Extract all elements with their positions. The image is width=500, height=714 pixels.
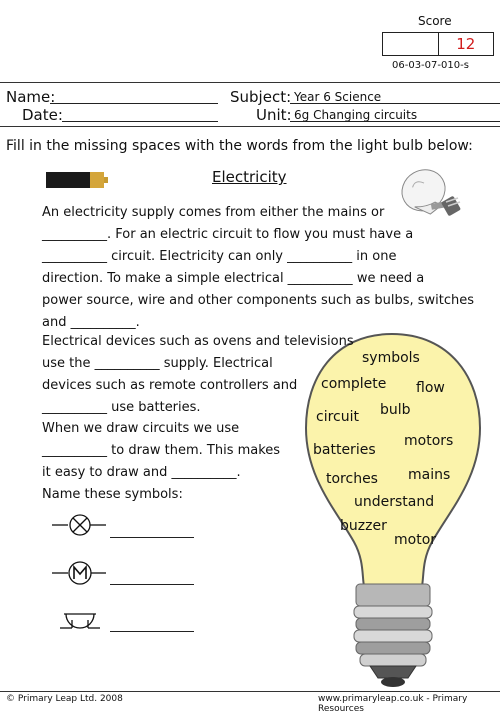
instruction-text: Fill in the missing spaces with the words from the light bulb below: — [6, 138, 473, 154]
unit-line — [290, 121, 500, 122]
text-line: power source, wire and other components such as bulbs, switches — [42, 293, 475, 308]
text-line: An electricity supply comes from either the mains or — [42, 205, 385, 220]
text-line: Electrical devices such as ovens and televisions — [42, 334, 354, 349]
unit-label: Unit: — [256, 106, 292, 124]
motor-symbol-icon — [52, 559, 108, 587]
word-bank-item: symbols — [362, 350, 420, 366]
buzzer-symbol-icon — [56, 608, 104, 632]
text-line: Name these symbols: — [42, 487, 183, 502]
text-line: __________ to draw them. This makes — [42, 443, 281, 458]
text-line: __________. For an electric circuit to flow you must have a — [42, 227, 414, 242]
footer-rule — [0, 691, 500, 692]
word-bank-item: bulb — [380, 402, 411, 418]
symbol-answer-line[interactable] — [110, 631, 194, 632]
symbol-answer-line[interactable] — [110, 584, 194, 585]
score-box — [382, 32, 494, 56]
score-blank-cell — [383, 33, 438, 55]
battery-icon — [46, 170, 110, 190]
text-line: __________ use batteries. — [42, 400, 201, 415]
subject-value: Year 6 Science — [294, 90, 382, 104]
date-line[interactable] — [62, 121, 218, 122]
word-bank-item: motor — [394, 532, 437, 548]
header-bottom-rule — [0, 126, 500, 127]
worksheet-title: Electricity — [212, 168, 287, 186]
light-bulb-icon — [388, 160, 468, 220]
word-bank-item: buzzer — [340, 518, 387, 534]
unit-value: 6g Changing circuits — [294, 108, 418, 122]
word-bank-item: mains — [408, 467, 451, 483]
lamp-symbol-icon — [52, 513, 108, 537]
word-bank-item: motors — [404, 433, 454, 449]
sheet-code: 06-03-07-010-s — [392, 60, 469, 71]
word-bank-item: circuit — [316, 409, 359, 425]
footer-website: www.primaryleap.co.uk - Primary Resources — [318, 694, 468, 714]
text-line: use the __________ supply. Electrical — [42, 356, 273, 371]
word-bank-item: batteries — [313, 442, 376, 458]
subject-line — [290, 103, 500, 104]
date-label: Date: — [22, 106, 63, 124]
score-value: 12 — [438, 33, 494, 55]
name-label: Name: — [6, 88, 56, 106]
symbol-answer-line[interactable] — [110, 537, 194, 538]
header-top-rule — [0, 82, 500, 83]
word-bank-item: torches — [326, 471, 378, 487]
subject-label: Subject: — [230, 88, 292, 106]
footer-copyright: © Primary Leap Ltd. 2008 — [6, 694, 123, 704]
score-label: Score — [418, 14, 452, 28]
text-line: devices such as remote controllers and — [42, 378, 298, 393]
word-bank-item: complete — [321, 376, 387, 392]
text-line: direction. To make a simple electrical __________ we need a — [42, 271, 425, 286]
text-line: it easy to draw and __________. — [42, 465, 241, 480]
word-bank-item: flow — [416, 380, 445, 396]
text-line: and __________. — [42, 315, 140, 330]
word-bank-item: understand — [354, 494, 435, 510]
name-line[interactable] — [50, 103, 218, 104]
text-line: When we draw circuits we use — [42, 421, 240, 436]
text-line: __________ circuit. Electricity can only __________ in one — [42, 249, 397, 264]
